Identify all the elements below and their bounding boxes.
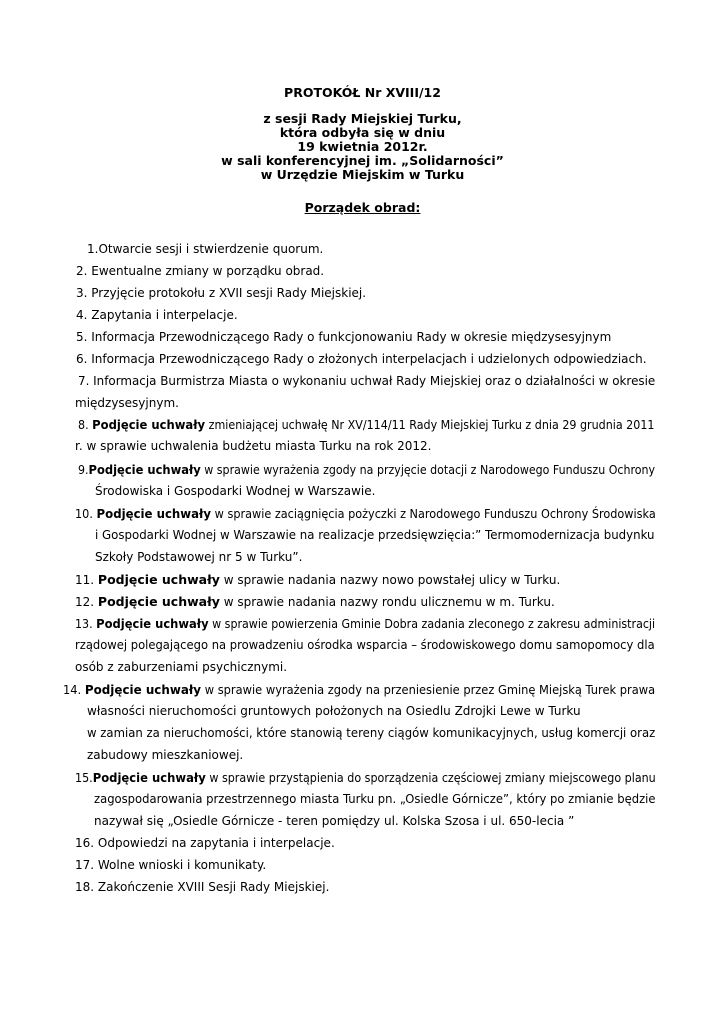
item-9-bold-label: Podjęcie uchwały: [88, 462, 201, 477]
item-13-bold-label: Podjęcie uchwały: [96, 616, 209, 631]
agenda-list: 1.Otwarcie sesji i stwierdzenie quorum. 2. Ewentualne zmiany w porządku obrad. 3. Przyjęcie protokołu z XVII sesji Rady Miejskiej. 4. Zapytania i interpelacje. 5. Informacja Przewodniczącego Rady o funkcjonowaniu Rady w okresie międzysesyjnym 6. Informacja Przewodniczącego Rady o złożonych interpelacjach i udzielonych odpowiedziach. 7. Informacja Burmistrza Miasta o wykonaniu uchwał Rady Miejskiej oraz o działalności w okresie międzysesyjnym. 8. Podjęcie uchwały zmieniającej uchwałę Nr XV/114/11 Rady Miejskiej Turku z dnia 29 grudnia 2011 r. w sprawie uchwalenia budżetu miasta Turku na rok 2012. 9.Podjęcie uchwały w sprawie wyrażenia zgody na przyjęcie dotacji z Narodowego Funduszu Ochrony Środowiska i Gospodarki Wodnej w Warszawie. 10. Podjęcie uchwały w sprawie zaciągnięcia pożyczki z Narodowego Funduszu Ochrony Środowiska i Gospodarki Wodnej w Warszawie na realizacje przedsięwzięcia:” Termomodernizacja budynku Szkoły Podstawowej nr 5 w Turku”. 11. Podjęcie uchwały w sprawie nadania nazwy nowo powstałej ulicy w Turku. 12. Podjęcie uchwały w sprawie nadania nazwy rondu ulicznemu w m. Turku. 13. Podjęcie uchwały w sprawie powierzenia Gminie Dobra zadania zleconego z zakresu administracji rządowej polegającego na prowadzeniu ośrodka wsparcia – środowiskowego domu samopomocy dla osób z zaburzeniami psychicznymi. 14. Podjęcie uchwały w sprawie wyrażenia zgody na przeniesienie przez Gminę Miejską Turek prawa własności nieruchomości gruntowych położonych na Osiedlu Zdrojki Lewe w Turku w zamian za nieruchomości, które stanowią tereny ciągów komunikacyjnych, usług komercji oraz zabudowy mieszkaniowej. 15.Podjęcie uchwały w sprawie przystąpienia do sporządzenia częściowej zmiany miejscowego planu zagospodarowania przestrzennego miasta Turku pn. „Osiedle Górnicze”, który po zmianie będzie nazywał się „Osiedle Górnicze - teren pomiędzy ul. Kolska Szosa i ul. 650-lecia ” 16. Odpowiedzi na zapytania i interpelacje. 17. Wolne wnioski i komunikaty. 18. Zakończenie XVIII Sesji Rady Miejskiej.: [63, 242, 656, 894]
item-14-bold-label: Podjęcie uchwały: [84, 682, 202, 697]
item-10-bold-label: Podjęcie uchwały: [96, 506, 212, 521]
session-date: 19 kwietnia 2012r.: [297, 139, 428, 154]
agenda-heading: Porządek obrad:: [304, 200, 421, 215]
venue-line: w sali konferencyjnej im. „Solidarności”: [221, 153, 504, 168]
item-12-bold-label: Podjęcie uchwały: [97, 594, 220, 609]
protocol-title: PROTOKÓŁ Nr XVIII/12: [284, 85, 441, 100]
held-on-line: która odbyła się w dniu: [279, 125, 446, 140]
item-15-bold-label: Podjęcie uchwały: [92, 770, 206, 785]
office-line: w Urzędzie Miejskim w Turku: [260, 167, 465, 182]
item-8-bold-label: Podjęcie uchwały: [92, 417, 206, 432]
session-line: z sesji Rady Miejskiej Turku,: [263, 111, 462, 126]
item-11-bold-label: Podjęcie uchwały: [97, 572, 220, 587]
